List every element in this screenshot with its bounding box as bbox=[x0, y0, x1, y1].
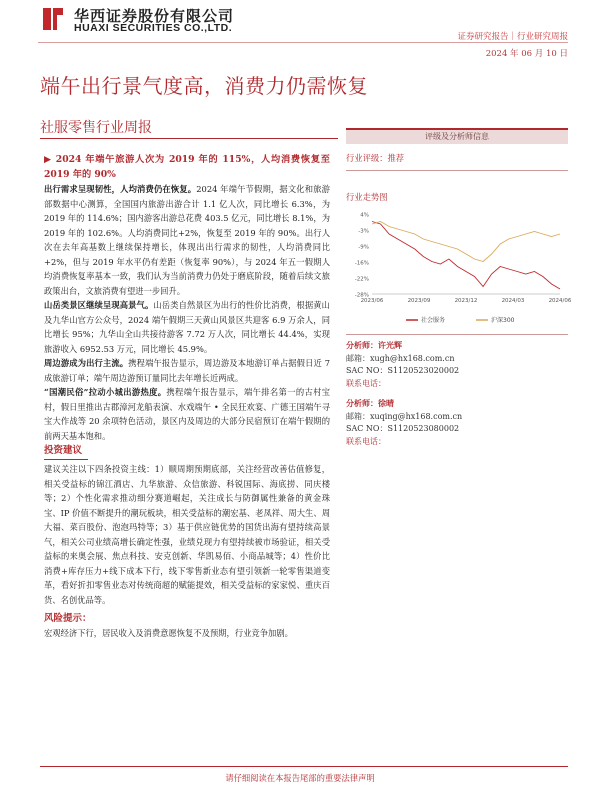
report-type: 证券研究报告｜行业研究周报 bbox=[457, 32, 568, 42]
paragraph-1-text: 2024 年端午节假期，据文化和旅游部数据中心测算，全国国内旅游出游合计 1.1 亿人次，同比增长 6.3%，为 2019 年的 114.6%；国内游客出游总花费 403.5 亿元，同比增长 8.1%，为 2019 年的 102.6%。人均消费同比+2%，恢复至 2019 年的 90%。出行人次在去年高基数上继续保持增长，体现出出行需求的韧性，人均消费同比+2%，但与 2019 年水平仍有差距（恢复率 90%），与 2024 年五一假期人均消费恢复率基本一致，我们认为当前消费力仍处于磨底阶段，随着后续文旅政策出台，文旅消费有望进一步回升。 bbox=[44, 184, 330, 296]
headline-bullet: ▶ 2024 年端午旅游人次为 2019 年的 115%，人均消费恢复至 2019 年的 90% bbox=[44, 154, 330, 180]
rating-divider bbox=[346, 170, 568, 171]
report-date: 2024 年 06 月 10 日 bbox=[485, 49, 568, 59]
analyst-2-name: 徐晴 bbox=[378, 398, 394, 408]
y-tick-label: -22% bbox=[354, 276, 369, 283]
x-tick-label: 2023/12 bbox=[454, 298, 478, 304]
y-tick-label: -16% bbox=[354, 260, 369, 267]
subtitle-underline bbox=[40, 138, 338, 139]
analyst-1 bbox=[346, 339, 568, 390]
legend-label: 沪深300 bbox=[491, 317, 515, 324]
x-tick-label: 2024/03 bbox=[501, 298, 525, 304]
analyst-2-line bbox=[346, 397, 568, 411]
invest-paragraph: 建议关注以下四条投资主线：1）顺周期预期底部，关注经营改善估值修复，相关受益标的锦江酒店、九华旅游、众信旅游、科锐国际、海底捞、同庆楼等；2）个性化需求推动细分赛道崛起，关注成长与防御属性兼备的黄金珠宝、IP 价值不断提升的潮玩板块，相关受益标的潮宏基、老凤祥、周大生、周大福、菜百股份、泡泡玛特等；3）基于供应链优势的国货出海有望持续高景气，相关公司业绩高增长确定性强，业绩兑现力有望持续被市场验证，相关受益标的来奥会展、焦点科技、安克创新、华凯易佰、小商品城等；4）性价比消费+库存压力+线下成本下行，线下零售新业态有望引领新一轮零售渠道变革，看好折扣零售业态对传统商超的赋能提效，相关受益标的家家悦、重庆百货、名创优品等。 bbox=[44, 464, 330, 605]
y-tick-label: -28% bbox=[354, 292, 369, 299]
x-tick-label: 2023/06 bbox=[360, 298, 384, 304]
industry-rating: 行业评级：推荐 bbox=[346, 153, 405, 163]
analyst-1-label: 分析师： bbox=[346, 340, 378, 350]
analyst-2 bbox=[346, 397, 568, 448]
paragraph-3-text: 携程端午报告显示，周边游及本地游订单占据假日近 7 成旅游订单；端午周边游预订量同比去年增长近两成。 bbox=[44, 358, 330, 383]
analyst-1-sac: SAC NO：S1120523020002 bbox=[346, 366, 460, 375]
invest-section bbox=[44, 443, 88, 460]
paragraph-4-lead: “国潮民俗”拉动小城出游热度。 bbox=[44, 387, 167, 397]
paragraph-1-lead: 出行需求呈现韧性，人均消费仍在恢复。 bbox=[44, 184, 197, 194]
x-tick-label: 2023/09 bbox=[407, 298, 431, 304]
paragraph-2-lead: 山岳类景区继续呈现高景气。 bbox=[44, 300, 154, 310]
risk-heading: 风险提示： bbox=[44, 613, 92, 624]
header-divider bbox=[38, 42, 568, 43]
legal-disclaimer: 请仔细阅读在本报告尾部的重要法律声明 bbox=[225, 773, 375, 783]
paragraph-2-text: 山岳类自然景区为出行的性价比消费，根据黄山及九华山官方公众号，2024 端午假期三天黄山风景区共迎客 6.9 万余人，同比增长 95%；九华山全山共接待游客 7.72 万人次，同比增长 44.4%，实现旅游收入 6952.53 万元，同比增长 45.9%。 bbox=[44, 300, 330, 354]
y-tick-label: -3% bbox=[358, 228, 369, 235]
analyst-2-phone: 联系电话： bbox=[346, 436, 386, 446]
paragraph-4-text: 携程端午报告显示，端午排名第一的古村宝村，假日里推出古郡漳河龙船表演、水戏端午 • 全民狂欢宴、广德王国端午寻宝大作战等 20 余项特色活动，景区内及周边的大部分民宿预订在端午假期的前两天基本饱和。 bbox=[44, 387, 330, 441]
chart-divider bbox=[346, 334, 568, 335]
analyst-2-label: 分析师： bbox=[346, 398, 378, 408]
report-subtitle: 社服零售行业周报 bbox=[40, 120, 152, 136]
rating-box-title: 评级及分析师信息 bbox=[346, 128, 568, 144]
footer-divider bbox=[40, 766, 568, 767]
y-tick-label: 4% bbox=[360, 212, 369, 219]
series-line-csi300 bbox=[372, 222, 560, 262]
trend-chart bbox=[346, 208, 572, 330]
analyst-1-phone: 联系电话： bbox=[346, 378, 386, 388]
analyst-1-name: 许光辉 bbox=[378, 340, 402, 350]
analyst-2-email[interactable]: 邮箱：xuqing@hx168.com.cn bbox=[346, 411, 463, 421]
paragraph-1 bbox=[44, 182, 330, 298]
paragraph-4 bbox=[44, 385, 330, 443]
company-name-en: HUAXI SECURITIES CO.,LTD. bbox=[74, 22, 233, 34]
series-line-social-services bbox=[372, 222, 560, 290]
paragraph-3 bbox=[44, 356, 330, 385]
legend-label: 社会服务 bbox=[421, 317, 446, 324]
invest-heading: 投资建议 bbox=[44, 445, 83, 456]
y-tick-label: -9% bbox=[358, 244, 369, 251]
analyst-2-sac: SAC NO：S1120523080002 bbox=[346, 424, 460, 433]
company-name-cn: 华西证券股份有限公司 bbox=[74, 7, 235, 25]
huaxi-logo-icon bbox=[40, 6, 66, 32]
paragraph-2 bbox=[44, 298, 330, 356]
risk-paragraph: 宏观经济下行，居民收入及消费意愿恢复不及预期，行业竞争加剧。 bbox=[44, 628, 293, 638]
main-body bbox=[44, 153, 330, 641]
x-tick-label: 2024/06 bbox=[548, 298, 572, 304]
analyst-1-email[interactable]: 邮箱：xugh@hx168.com.cn bbox=[346, 353, 455, 363]
analyst-1-line bbox=[346, 339, 568, 353]
trend-chart-title: 行业走势图 bbox=[346, 192, 388, 202]
report-title: 端午出行景气度高，消费力仍需恢复 bbox=[40, 74, 368, 98]
paragraph-3-lead: 周边游成为出行主流。 bbox=[44, 358, 129, 368]
